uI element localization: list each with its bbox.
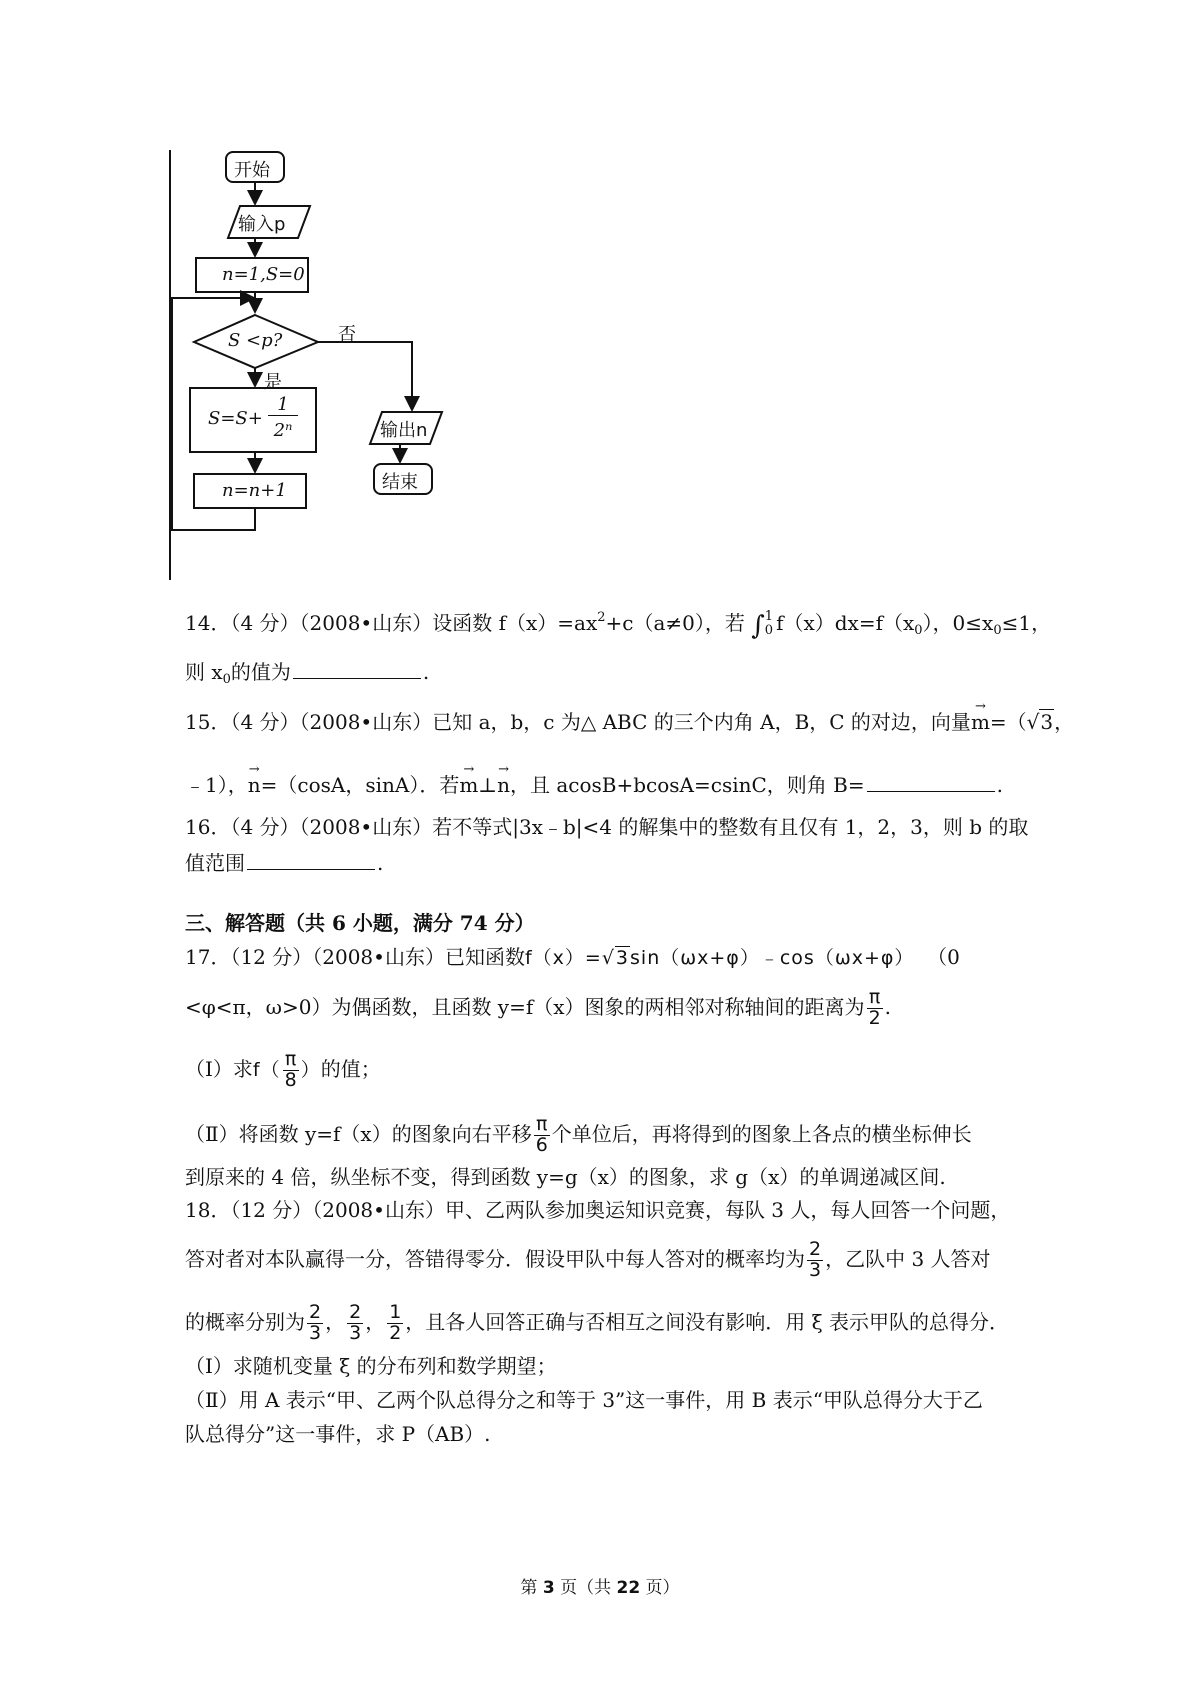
q17-part2: （Ⅱ）将函数 y=f（x）的图象向右平移 $\frac{\pi}{6}$ 个单位后，再将得到的图象上各点的横坐标伸长 [185,1113,972,1156]
q18-line1: 18．（12 分）（2008•山东）甲、乙两队参加奥运知识竞赛，每队 3 人，每人回答一个问题， [185,1198,1011,1222]
q17-part2-line2: 到原来的 4 倍，纵坐标不变，得到函数 y=g（x）的图象，求 g（x）的单调递减区间. [185,1165,946,1189]
flowchart-no-label: 否 [338,324,356,345]
page-total: 22 [616,1578,641,1598]
flowchart-init: n=1,S=0 [222,264,305,285]
q17-line1: 17．（12 分）（2008•山东）已知函数f（x）=√3sin（ωx+φ）﹣cos（ωx+φ） （0 [185,945,960,969]
flowchart-start: 开始 [234,160,270,181]
flowchart-update-n: n=n+1 [222,480,287,501]
vector-n: → n [248,775,261,795]
vector-m: → m [971,712,990,732]
flowchart [150,150,490,590]
q14-line2: 则 $x_0$的值为 . [185,660,430,687]
q18-part1: （Ⅰ）求随机变量 ξ 的分布列和数学期望； [185,1354,557,1378]
q17-line2: <φ<π，ω>0）为偶函数，且函数 y=f（x）图象的两相邻对称轴间的距离为 $\frac{\pi}{2}$ . [185,986,892,1029]
answer-blank[interactable] [293,660,421,679]
flowchart-condition: S <p? [228,330,283,351]
page-number: 3 [542,1578,555,1598]
q16-line1: 16．（4 分）（2008•山东）若不等式|3x﹣b|<4 的解集中的整数有且仅有 1，2，3，则 b 的取 [185,815,1029,839]
q18-line3: 的概率分别为 $\frac{2}{3}$ ， $\frac{2}{3}$ ， $\frac{1}{2}$ ，且各人回答正确与否相互之间没有影响．用 ξ 表示甲队的总得分． [185,1301,1010,1344]
q17-part1: （Ⅰ）求f（ $\frac{\pi}{8}$ ）的值； [185,1048,381,1091]
q15-line1: 15．（4 分）（2008•山东）已知 a，b，c 为△ ABC 的三个内角 A，B，C 的对边，向量→ m=（√3， [185,712,1074,732]
q15-line2: ﹣1），→ n=（cosA，sinA）．若→ m⊥→ n，且 acosB+bcosA=csinC，则角 B= . [185,773,1003,795]
flowchart-update-s: S=S+ [208,408,263,429]
answer-blank[interactable] [247,851,375,870]
q14-line1: 14．（4 分）（2008•山东）设函数 $f(x)=ax^2+c(a\ne 0)$，若 ∫ 1 0 $f(x)dx=f(x_0)$，$0\le x_0\le 1$， [185,609,1052,641]
flowchart-update-s-den: 2ⁿ [273,420,293,441]
flowchart-lines [150,150,490,590]
flowchart-output: 输出n [380,420,428,441]
integral-sign: ∫ [751,610,765,641]
section-heading: 三、解答题（共 6 小题，满分 74 分） [185,911,535,935]
flowchart-update-s-num: 1 [268,394,298,416]
flowchart-yes-label: 是 [264,372,282,393]
answer-blank[interactable] [867,773,995,792]
flowchart-input: 输入p [238,214,286,235]
q18-line2: 答对者对本队赢得一分，答错得零分．假设甲队中每人答对的概率均为 $\frac{2}{3}$ ，乙队中 3 人答对 [185,1238,991,1281]
flowchart-end: 结束 [382,472,418,493]
q18-part2-line2: 队总得分”这一事件，求 P（AB）. [185,1422,491,1446]
q18-part2-line1: （Ⅱ）用 A 表示“甲、乙两个队总得分之和等于 3”这一事件，用 B 表示“甲队总得分大于乙 [185,1388,983,1412]
page-footer: 第 3 页（共 22 页） [520,1578,680,1598]
q16-line2: 值范围 . [185,851,384,875]
